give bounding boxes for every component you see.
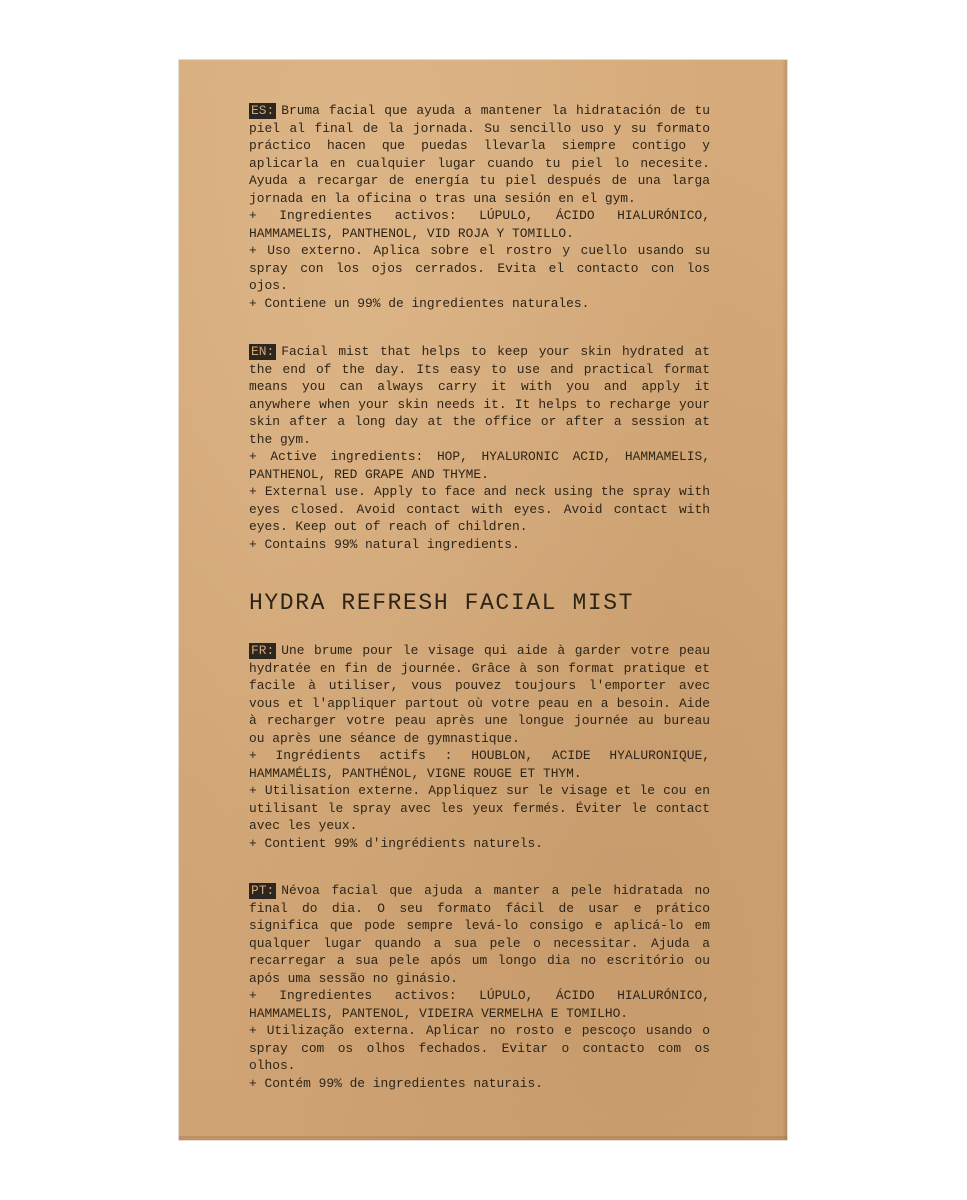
- box-side-edge: [782, 60, 787, 1140]
- fr-description: [249, 642, 710, 747]
- es-language-tag: ES:: [251, 103, 275, 118]
- section-pt: [249, 882, 710, 1092]
- box-bottom-edge: [179, 1136, 787, 1140]
- en-description-text: Facial mist that helps to keep your skin hydrated at the end of the day. Its easy to use and practical format means you can always carry it with you and apply it anywhere when your skin needs it. It helps to recharge your skin after a long day at the office or after a session at the gym.: [249, 344, 710, 447]
- pt-description-text: Névoa facial que ajuda a manter a pele hidratada no final do dia. O seu formato fácil de usar e prático significa que pode sempre levá-lo consigo e aplicá-lo em qualquer lugar quando a sua pele o necessitar. Ajuda a recarregar a sua pele após um longo dia no escritório ou após uma sessão no ginásio.: [249, 883, 710, 986]
- en-ingredients: + Active ingredients: HOP, HYALURONIC ACID, HAMMAMELIS, PANTHENOL, RED GRAPE AND THYME.: [249, 449, 710, 482]
- en-natural: + Contains 99% natural ingredients.: [249, 536, 520, 552]
- pt-ingredients: + Ingredientes activos: LÚPULO, ÁCIDO HIALURÓNICO, HAMMAMELIS, PANTENOL, VIDEIRA VERMELHA E TOMILHO.: [249, 988, 710, 1021]
- pt-language-tag: PT:: [251, 883, 275, 898]
- en-description: [249, 343, 710, 448]
- fr-ingredients: + Ingrédients actifs : HOUBLON, ACIDE HYALURONIQUE, HAMMAMÉLIS, PANTHÉNOL, VIGNE ROUGE ET THYM.: [249, 748, 710, 781]
- section-es: [249, 102, 710, 312]
- en-language-tag: EN:: [251, 344, 275, 359]
- product-title: HYDRA REFRESH FACIAL MIST: [249, 590, 635, 616]
- es-description-text: Bruma facial que ayuda a mantener la hidratación de tu piel al final de la jornada. Su sencillo uso y su formato práctico hacen que puedas llevarla siempre contigo y aplicarla en cualquier lugar cuando tu piel lo necesite. Ayuda a recargar de energía tu piel después de una larga jornada en la oficina o tras una sesión en el gym.: [249, 103, 710, 206]
- pt-usage: + Utilização externa. Aplicar no rosto e pescoço usando o spray com os olhos fechados. Evitar o contacto com os olhos.: [249, 1023, 710, 1073]
- pt-description: [249, 882, 710, 987]
- es-natural: + Contiene un 99% de ingredientes naturales.: [249, 295, 590, 311]
- section-fr: [249, 642, 710, 852]
- fr-language-tag: FR:: [251, 643, 275, 658]
- fr-usage: + Utilisation externe. Appliquez sur le visage et le cou en utilisant le spray avec les yeux fermés. Éviter le contact avec les yeux.: [249, 783, 710, 833]
- es-description: [249, 102, 710, 207]
- es-usage: + Uso externo. Aplica sobre el rostro y cuello usando su spray con los ojos cerrados. Evita el contacto con los ojos.: [249, 243, 710, 293]
- product-box-back-panel: [179, 60, 787, 1140]
- fr-description-text: Une brume pour le visage qui aide à garder votre peau hydratée en fin de journée. Grâce à son format pratique et facile à utiliser, vous pouvez toujours l'emporter avec vous et l'appliquer partout où votre peau en a besoin. Aide à recharger votre peau après une longue journée au bureau ou après une séance de gymnastique.: [249, 643, 710, 746]
- es-ingredients: + Ingredientes activos: LÚPULO, ÁCIDO HIALURÓNICO, HAMMAMELIS, PANTHENOL, VID ROJA Y TOMILLO.: [249, 208, 710, 241]
- pt-natural: + Contém 99% de ingredientes naturais.: [249, 1075, 543, 1091]
- en-usage: + External use. Apply to face and neck using the spray with eyes closed. Avoid contact with eyes. Avoid contact with eyes. Keep out of reach of children.: [249, 484, 710, 534]
- section-en: [249, 343, 710, 553]
- fr-natural: + Contient 99% d'ingrédients naturels.: [249, 835, 543, 851]
